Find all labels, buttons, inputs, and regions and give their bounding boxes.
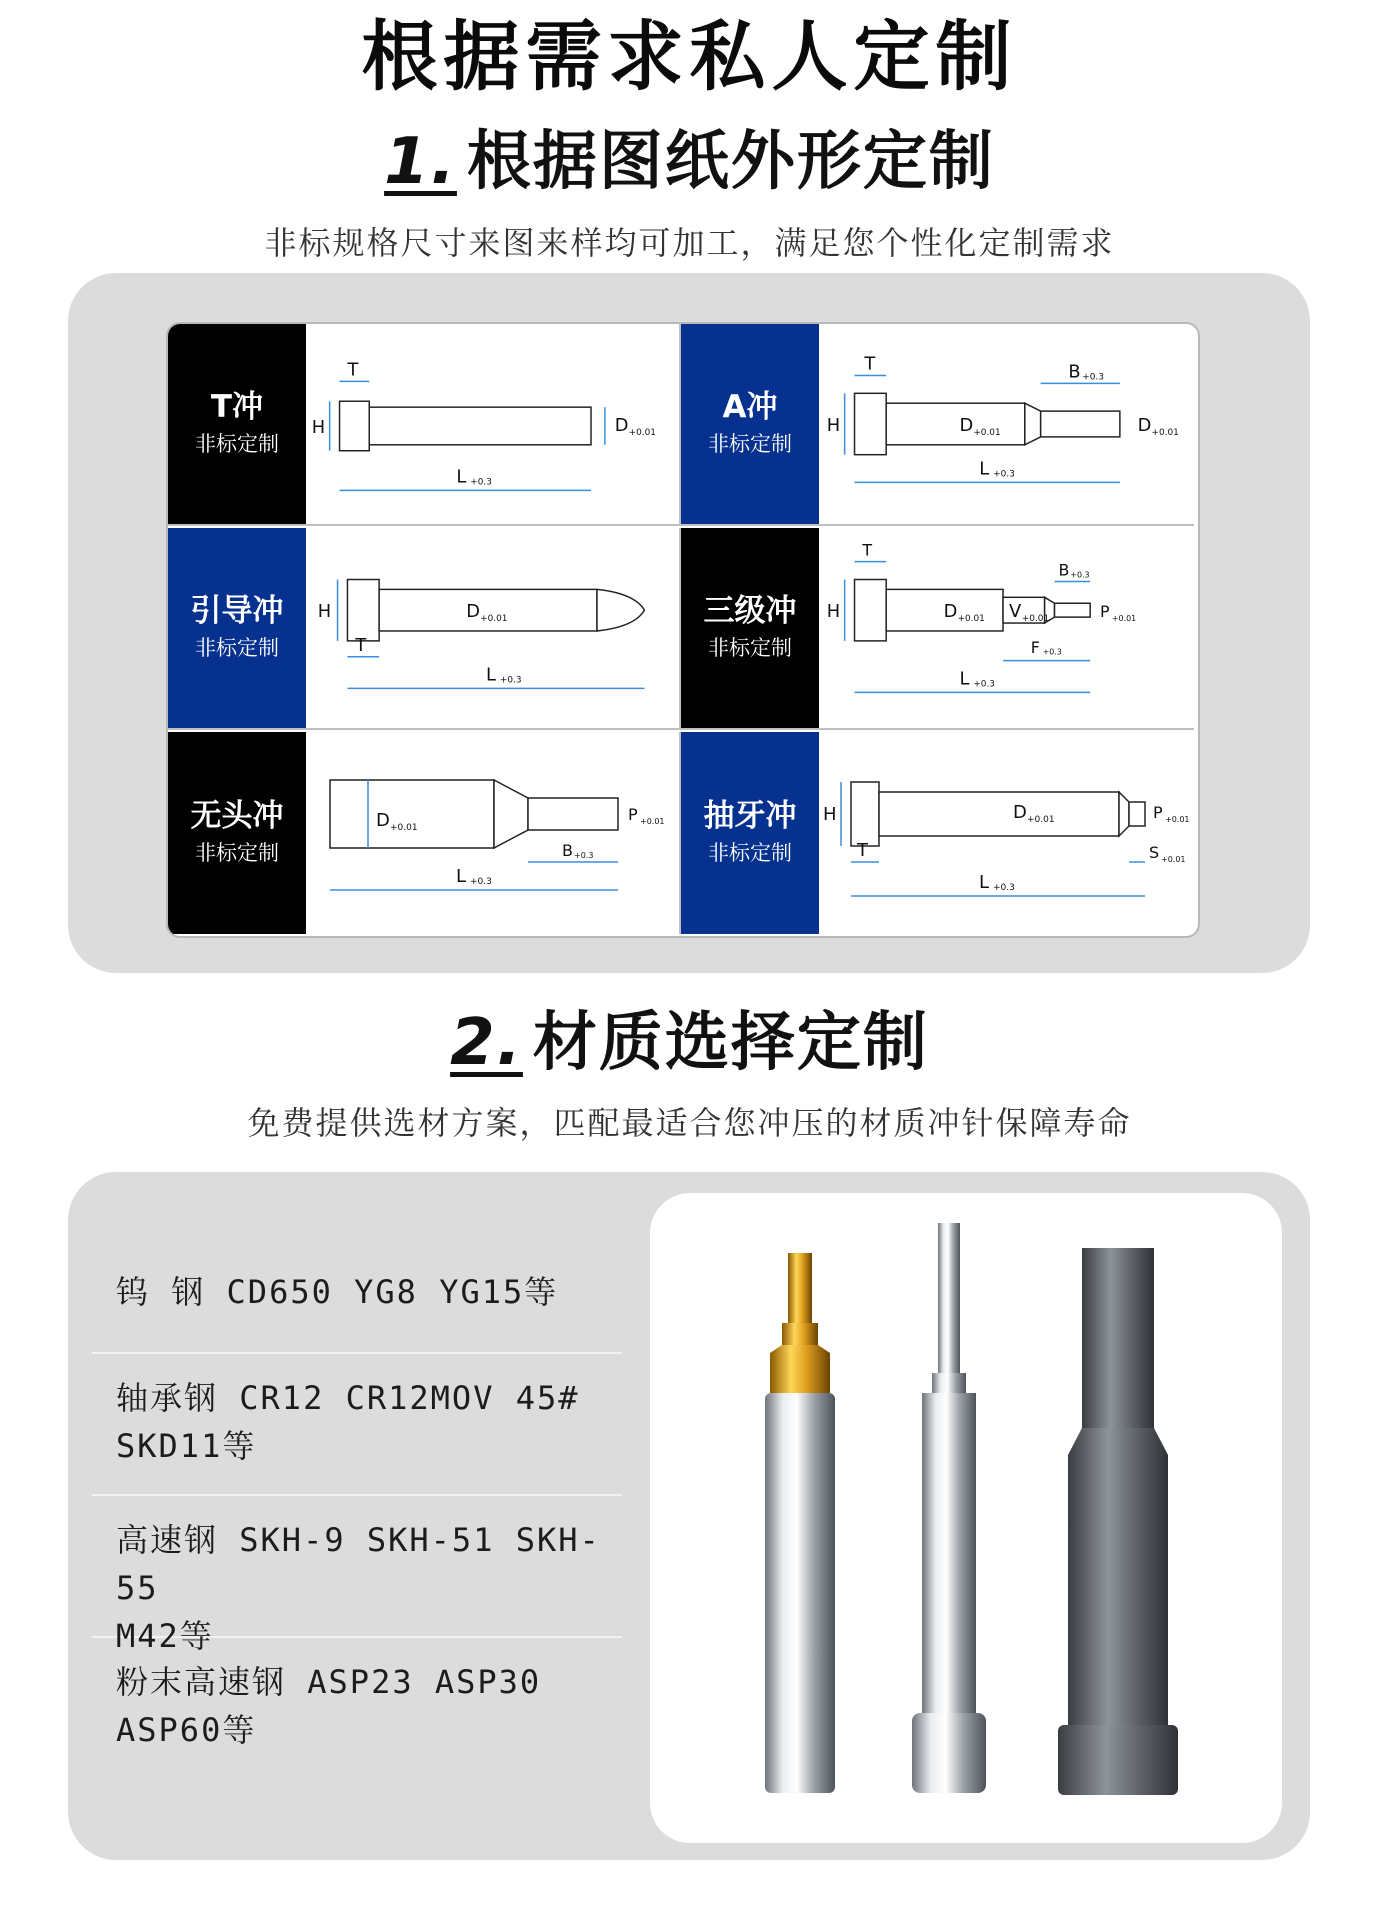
dim-l-tol: +0.3	[499, 675, 522, 686]
punch-sub: 非标定制	[708, 636, 792, 660]
dim-v-tol: +0.01	[1021, 614, 1050, 625]
dim-f-tol: +0.3	[1042, 647, 1062, 657]
gold-tip	[788, 1253, 812, 1323]
punch-name: 无头冲	[190, 798, 284, 834]
dim-d-tol: +0.01	[390, 823, 418, 833]
section2-number: 2.	[450, 1006, 523, 1080]
steel-tip	[938, 1223, 960, 1373]
dim-s: S	[1149, 843, 1160, 862]
cell-extrusion-punch	[681, 732, 1194, 934]
dim-t: T	[864, 353, 876, 375]
dim-d-tol: +0.01	[628, 427, 656, 438]
punch-shank-1	[765, 1393, 835, 1793]
page-title: 根据需求私人定制	[361, 12, 1018, 101]
dim-d-tol: +0.01	[973, 427, 1001, 438]
dim-b-tol: +0.3	[1082, 372, 1104, 383]
dim-d-tip-tol: +0.01	[1151, 427, 1179, 438]
dim-f: F	[1030, 637, 1040, 657]
punch-name: 三级冲	[703, 593, 797, 629]
dim-p-tol: +0.01	[640, 817, 665, 826]
dim-l: L	[959, 668, 970, 690]
dark-tip	[1082, 1248, 1154, 1428]
cell-label	[681, 324, 819, 524]
dim-h: H	[826, 601, 841, 623]
dim-l-tol: +0.3	[973, 679, 995, 690]
material-line-2: ASP60等	[116, 1711, 257, 1749]
punch-product-photo	[650, 1193, 1282, 1843]
punch-sub: 非标定制	[708, 841, 792, 865]
cell-a-punch	[681, 324, 1194, 526]
dim-v: V	[1008, 601, 1022, 623]
a-punch-drawing	[819, 324, 1194, 524]
dim-b-tol: +0.3	[1070, 570, 1090, 580]
dim-l-tol: +0.3	[993, 883, 1015, 893]
material-line: 钨 钢 CD650 YG8 YG15等	[116, 1273, 559, 1311]
three-stage-punch-drawing	[819, 528, 1194, 728]
extrusion-punch-drawing	[819, 732, 1194, 934]
dim-h: H	[823, 804, 837, 825]
dim-p-tol: +0.01	[1165, 815, 1190, 824]
dim-s-tol: +0.01	[1161, 855, 1186, 864]
dim-d: D	[376, 810, 390, 831]
section2-title	[0, 1003, 1379, 1083]
punch-name: 抽牙冲	[703, 798, 797, 834]
dim-b: B	[1068, 361, 1081, 383]
dim-l-tol: +0.3	[993, 469, 1015, 480]
dim-l: L	[979, 458, 990, 480]
material-item-tungsten	[92, 1268, 622, 1354]
punch-shank-3	[1068, 1455, 1168, 1725]
dim-d-tol: +0.01	[1027, 815, 1055, 825]
dim-d: D	[943, 601, 958, 623]
cell-headless-punch	[168, 732, 681, 934]
material-line-2: M42等	[116, 1617, 214, 1655]
punch-sub: 非标定制	[195, 841, 279, 865]
cell-label	[681, 732, 819, 934]
section1-subtitle: 非标规格尺寸来图来样均可加工，满足您个性化定制需求	[264, 224, 1115, 262]
dim-l: L	[486, 664, 497, 686]
dim-p: P	[1100, 602, 1110, 622]
cell-label	[168, 732, 306, 934]
material-item-bearing-steel	[92, 1360, 622, 1496]
punch-sub: 非标定制	[195, 432, 279, 456]
dim-h: H	[317, 601, 332, 623]
punch-head-3	[1058, 1725, 1178, 1795]
dim-t: T	[862, 540, 873, 560]
material-item-powder-hss	[92, 1644, 622, 1778]
material-item-high-speed-steel	[92, 1502, 622, 1655]
guide-punch-drawing	[306, 528, 681, 728]
cell-three-stage-punch	[681, 528, 1194, 730]
dim-d: D	[1013, 802, 1027, 823]
material-line: 高速钢 SKH-9 SKH-51 SKH-55	[116, 1521, 601, 1607]
dim-l: L	[979, 872, 990, 893]
punch-name: T冲	[210, 389, 264, 425]
t-punch-drawing	[306, 324, 681, 524]
material-line: 轴承钢 CR12 CR12MOV 45#	[116, 1379, 580, 1417]
dim-l-tol: +0.3	[470, 477, 492, 488]
dim-b: B	[1058, 560, 1070, 580]
dim-t: T	[857, 840, 868, 861]
dim-d: D	[614, 414, 629, 436]
dim-t: T	[347, 359, 359, 381]
section2-subtitle: 免费提供选材方案，匹配最适合您冲压的材质冲针保障寿命	[247, 1104, 1132, 1142]
punch-head-2	[912, 1713, 986, 1793]
dim-d-tol: +0.01	[480, 614, 508, 625]
punch-sub: 非标定制	[708, 432, 792, 456]
material-line: 粉末高速钢 ASP23 ASP30	[116, 1663, 542, 1701]
cell-label	[168, 528, 306, 728]
section2-title-text: 材质选择定制	[532, 1006, 929, 1080]
dim-h: H	[826, 414, 841, 436]
punch-illustration	[650, 1193, 1282, 1843]
dim-p-tol: +0.01	[1111, 614, 1137, 624]
cell-t-punch	[168, 324, 681, 526]
punch-name: A冲	[722, 389, 778, 425]
dim-h: H	[311, 416, 326, 438]
dim-p: P	[628, 805, 638, 824]
dim-t: T	[355, 634, 367, 656]
punch-sub: 非标定制	[195, 636, 279, 660]
material-line-2: SKD11等	[116, 1427, 257, 1465]
punch-name: 引导冲	[190, 593, 284, 629]
dim-l: L	[456, 466, 467, 488]
dim-l-tol: +0.3	[470, 877, 492, 887]
dim-p: P	[1153, 803, 1163, 822]
cell-label	[168, 324, 306, 524]
section1-title-text: 根据图纸外形定制	[466, 125, 995, 199]
dim-d-tol: +0.01	[957, 614, 985, 625]
cell-guide-punch	[168, 528, 681, 730]
dim-b-tol: +0.3	[574, 851, 594, 860]
dim-l: L	[456, 866, 467, 887]
dim-d: D	[959, 414, 974, 436]
headless-punch-drawing	[306, 732, 681, 934]
punch-type-grid	[166, 322, 1200, 938]
section1-number: 1.	[384, 125, 457, 199]
dim-d: D	[466, 601, 480, 623]
punch-shank-2	[922, 1393, 976, 1713]
dim-d-tip: D	[1137, 414, 1152, 436]
section1-title	[0, 122, 1379, 202]
cell-label	[681, 528, 819, 728]
dim-b: B	[562, 841, 573, 860]
